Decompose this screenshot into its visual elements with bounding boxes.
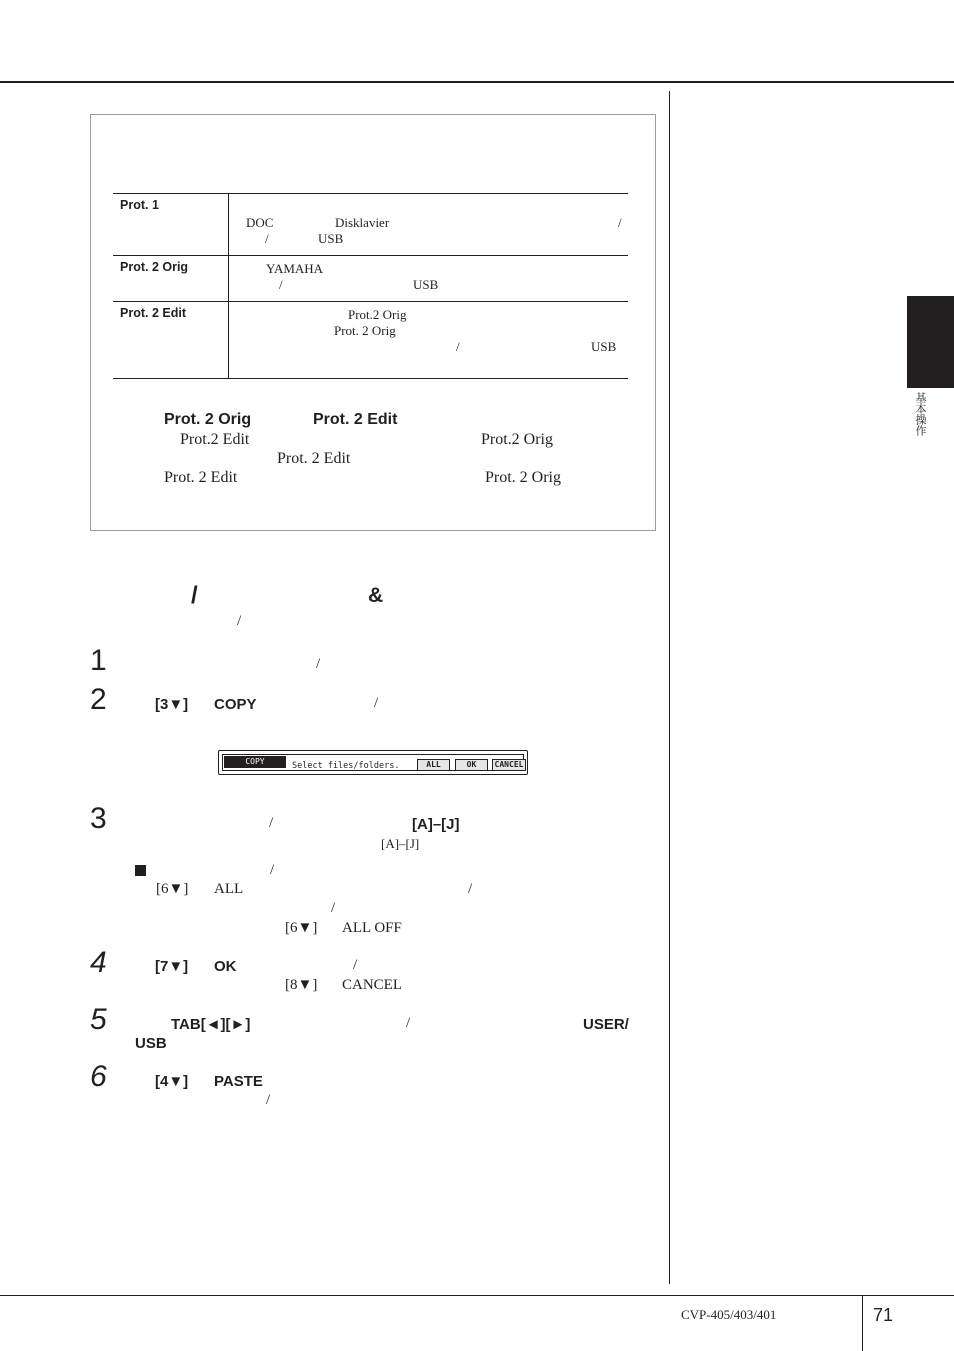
step-number: 1 [90,644,107,677]
table-cell-text: / [265,231,269,246]
bullet-key: [6▼] [156,881,189,897]
step-command: PASTE [214,1073,263,1090]
header-rule [0,81,954,83]
table-cell-text: USB [591,339,617,354]
section-title-amp: & [368,584,384,607]
step-text: / [266,1092,271,1108]
table-cell-text: Disklavier [335,215,390,230]
table-row-label: Prot. 2 Edit [120,306,186,320]
step-button-key: [3▼] [155,696,189,713]
bullet-command: ALL [214,881,244,897]
step-subtext: [8▼] [285,977,318,993]
step-text: / [406,1015,411,1031]
chapter-tab-label: 基本操作 [914,392,926,436]
step-text: / [269,815,274,831]
bullet-text: / [468,881,473,897]
bullet-square-icon [135,865,146,876]
lcd-button-cancel: CANCEL [492,759,526,771]
step-target: USER/ [583,1016,629,1033]
note-text: Prot.2 Orig [481,431,553,448]
bullet-key: [6▼] [285,920,318,936]
bullet-text: / [331,900,336,916]
note-text: Prot. 2 Edit [164,469,238,486]
note-text: Prot. 2 Edit [277,450,351,467]
step-button-key: [7▼] [155,958,189,975]
lcd-message: Select files/folders. [292,761,400,771]
step-text: / [316,656,321,672]
step-number: 5 [90,1003,107,1036]
footer-rule [0,1295,954,1296]
page-number: 71 [873,1305,894,1325]
table-cell-text: / [618,215,622,230]
lcd-tab-copy: COPY [224,756,286,768]
note-text: Prot.2 Edit [180,431,250,448]
step-text: / [353,957,358,973]
lcd-frame [222,754,524,771]
step-command: COPY [214,696,257,713]
step-subtext: CANCEL [342,977,402,993]
column-divider [669,91,670,1284]
table-cell-text: / [279,277,283,292]
step-number: 3 [90,802,107,835]
step-subtext: [A]–[J] [381,836,420,851]
lcd-button-all: ALL [417,759,450,771]
table-cell-text: DOC [246,215,274,230]
lcd-button-ok: OK [455,759,488,771]
step-number: 6 [90,1060,107,1093]
section-title-slash: / [191,582,198,609]
step-text: / [374,695,379,711]
step-number: 4 [90,946,107,979]
note-bold-term: Prot. 2 Orig [164,411,252,428]
step-button-key: TAB[◄][►] [171,1016,251,1033]
step-button-key: [A]–[J] [412,816,460,833]
table-row-label: Prot. 2 Orig [120,260,189,274]
step-target: USB [135,1035,167,1052]
bullet-command: ALL OFF [342,920,402,936]
lcd-screen-illustration [218,750,528,775]
table-row-label: Prot. 1 [120,198,159,212]
table-cell-text: USB [318,231,344,246]
table-row-rule [113,255,628,256]
bullet-text: / [270,862,275,878]
table-cell-text: / [456,339,460,354]
table-bottom-rule [113,378,628,379]
note-text: Prot. 2 Orig [485,469,561,486]
section-intro-slash: / [237,613,242,629]
footer-page-divider [862,1295,863,1351]
table-cell-text: YAMAHA [266,261,324,276]
note-bold-term: Prot. 2 Edit [313,411,398,428]
table-row-rule [113,301,628,302]
step-number: 2 [90,683,107,716]
table-top-rule [113,193,628,194]
table-cell-text: Prot.2 Orig [348,307,407,322]
table-column-rule [228,193,229,378]
step-command: OK [214,958,237,975]
table-cell-text: Prot. 2 Orig [334,323,396,338]
footer-model: CVP-405/403/401 [681,1307,777,1322]
step-button-key: [4▼] [155,1073,189,1090]
chapter-tab [907,296,954,388]
table-cell-text: USB [413,277,439,292]
